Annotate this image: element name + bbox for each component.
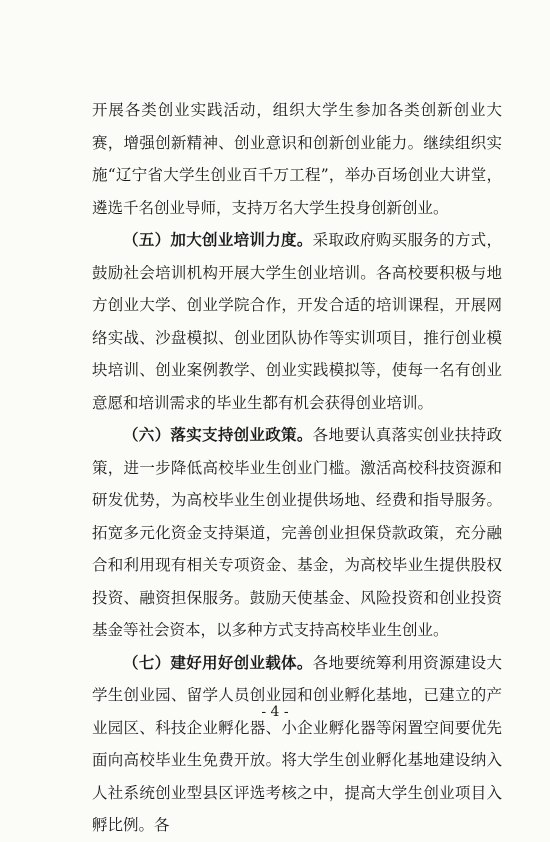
paragraph-section-6	[92, 419, 502, 647]
paragraph-section-7	[92, 647, 502, 842]
paragraph-text: 各地要认真落实创业扶持政策，进一步降低高校毕业生创业门槛。激活高校科技资源和研发优势，为高校毕业生创业提供场地、经费和指导服务。拓宽多元化资金支持渠道，完善创业担保贷款政策，充分融合和利用现有相关专项资金、基金，为高校毕业生提供股权投资、融资担保服务。鼓励天使基金、风险投资和创业投资基金等社会资本，以多种方式支持高校毕业生创业。	[92, 426, 502, 639]
paragraph-text: 采取政府购买服务的方式，鼓励社会培训机构开展大学生创业培训。各高校要积极与地方创业大学、创业学院合作，开发合适的培训课程，开展网络实战、沙盘模拟、创业团队协作等实训项目，推行创业模块培训、创业案例教学、创业实践模拟等，使每一名有创业意愿和培训需求的毕业生都有机会获得创业培训。	[92, 231, 502, 412]
document-body	[92, 94, 502, 842]
section-heading: （七）建好用好创业载体。	[123, 653, 313, 672]
section-heading: （五）加大创业培训力度。	[123, 231, 313, 249]
page-number: - 4 -	[261, 704, 289, 720]
paragraph-continuation	[92, 94, 502, 224]
paragraph-text: 各地要统筹利用资源建设大学生创业园、留学人员创业园和创业孵化基地，已建立的产业园区、科技企业孵化器、小企业孵化器等闲置空间要优先面向高校毕业生免费开放。将大学生创业孵化基地建设纳入人社系统创业型县区评选考核之中，提高大学生创业项目入孵比例。各	[92, 653, 502, 834]
paragraph-text: 开展各类创业实践活动，组织大学生参加各类创新创业大赛，增强创新精神、创业意识和创新创业能力。继续组织实施“辽宁省大学生创业百千万工程”，举办百场创业大讲堂，遴选千名创业导师，支持万名大学生投身创新创业。	[92, 101, 502, 217]
paragraph-section-5	[92, 224, 502, 419]
section-heading: （六）落实支持创业政策。	[123, 426, 313, 444]
